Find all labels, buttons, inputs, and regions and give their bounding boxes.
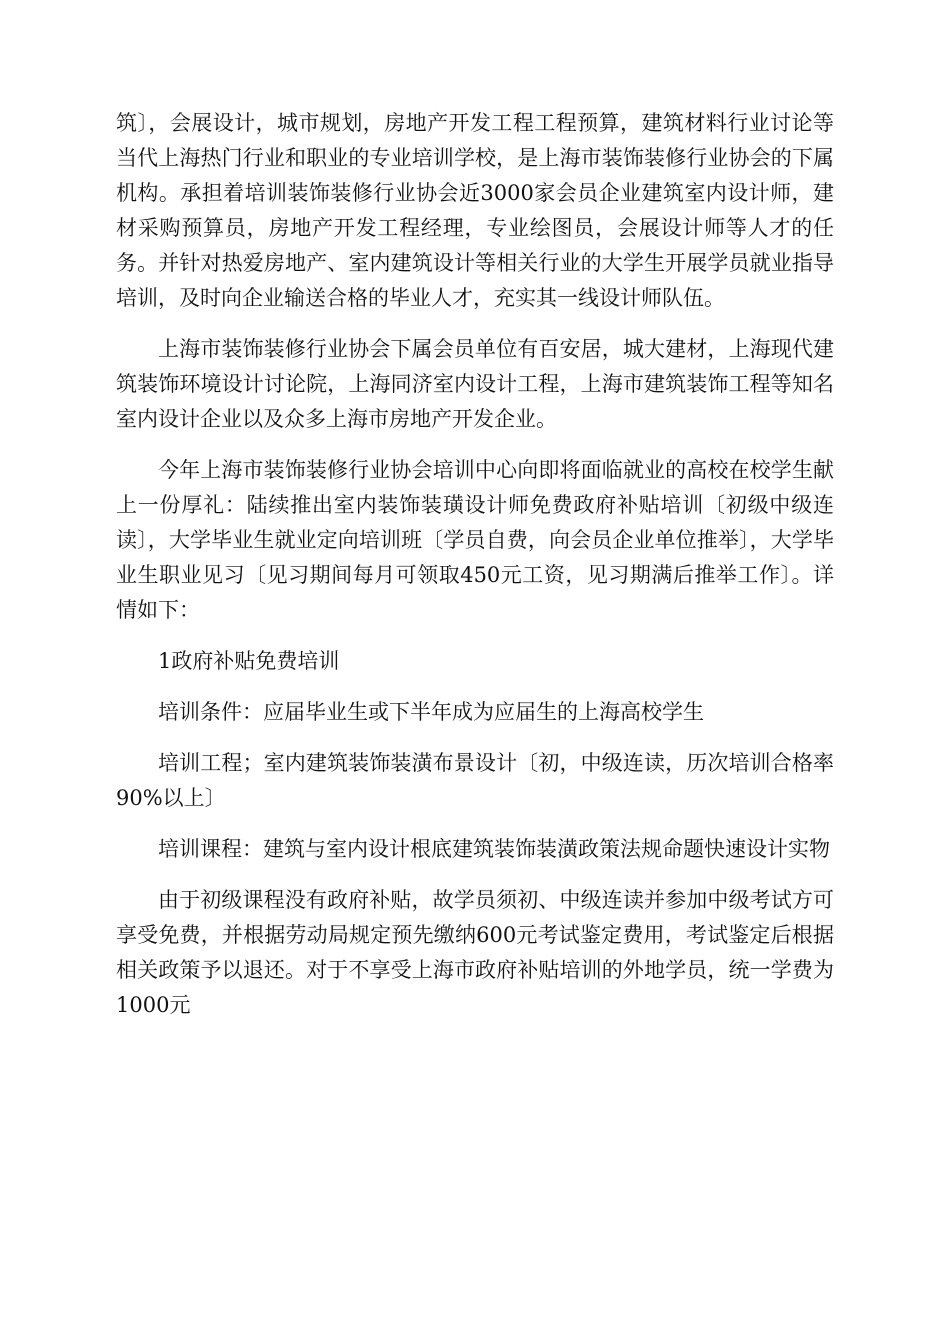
paragraph-4-heading: 1政府补贴免费培训 xyxy=(158,649,340,673)
paragraph-6: 培训工程；室内建筑装饰装潢布景设计〔初，中级连读，历次培训合格率90%以上〕 xyxy=(116,751,834,810)
paragraph-1: 筑〕，会展设计，城市规划，房地产开发工程工程预算，建筑材料行业讨论等当代上海热门行业和职业的专业培训学校，是上海市装饰装修行业协会的下属机构。承担着培训装饰装修行业协会近3000家会员企业建筑室内设计师，建材采购预算员，房地产开发工程经理，专业绘图员，会展设计师等人才的任务。并针对热爱房地产、室内建筑设计等相关行业的大学生开展学员就业指导培训，及时向企业输送合格的毕业人才，充实其一线设计师队伍。 xyxy=(116,111,834,310)
paragraph-7: 培训课程：建筑与室内设计根底建筑装饰装潢政策法规命题快速设计实物 xyxy=(158,837,830,861)
paragraph-2: 上海市装饰装修行业协会下属会员单位有百安居，城大建材，上海现代建筑装饰环境设计讨论院，上海同济室内设计工程，上海市建筑装饰工程等知名室内设计企业以及众多上海市房地产开发企业。 xyxy=(116,337,834,431)
paragraph-5: 培训条件：应届毕业生或下半年成为应届生的上海高校学生 xyxy=(158,700,704,724)
paragraph-8: 由于初级课程没有政府补贴，故学员须初、中级连读并参加中级考试方可享受免费，并根据劳动局规定预先缴纳600元考试鉴定费用，考试鉴定后根据相关政策予以退还。对于不享受上海市政府补贴培训的外地学员，统一学费为1000元 xyxy=(116,888,834,1017)
document-page xyxy=(116,106,834,1039)
paragraph-3: 今年上海市装饰装修行业协会培训中心向即将面临就业的高校在校学生献上一份厚礼：陆续推出室内装饰装璜设计师免费政府补贴培训〔初级中级连读〕，大学毕业生就业定向培训班〔学员自费，向会员企业单位推举〕，大学毕业生职业见习〔见习期间每月可领取450元工资，见习期满后推举工作〕。详情如下： xyxy=(116,458,834,622)
